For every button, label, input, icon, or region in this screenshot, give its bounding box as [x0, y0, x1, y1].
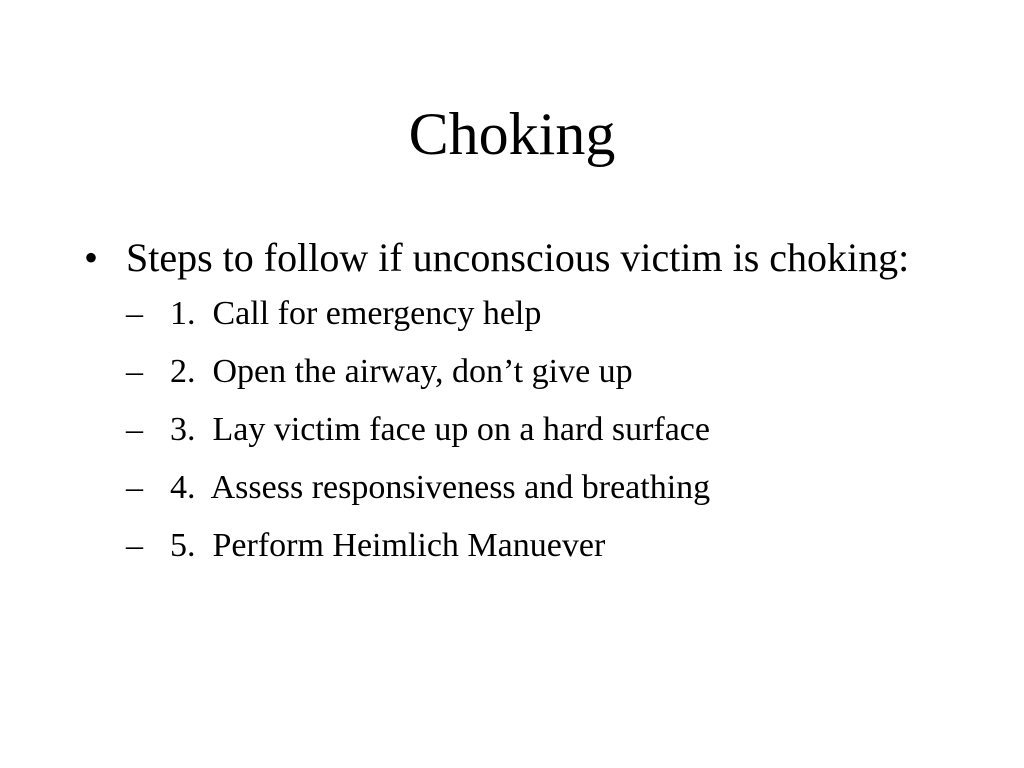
- sub-item-text: 2. Open the airway, don’t give up: [170, 353, 633, 390]
- sub-item-text: 3. Lay victim face up on a hard surface: [170, 411, 710, 448]
- dash-marker: –: [126, 353, 143, 390]
- bullet-item: [84, 232, 944, 566]
- sub-item-step-2: [126, 352, 944, 392]
- sub-item-text: 5. Perform Heimlich Manuever: [170, 527, 606, 564]
- dash-marker: –: [126, 469, 143, 506]
- bullet-text: Steps to follow if unconscious victim is choking:: [126, 235, 910, 280]
- sub-item-step-5: [126, 526, 944, 566]
- bullet-list: [84, 232, 944, 584]
- sub-item-text: 4. Assess responsiveness and breathing: [170, 469, 711, 506]
- sub-list: [126, 294, 944, 566]
- slide-title: Choking: [408, 101, 616, 167]
- dash-marker: –: [126, 295, 143, 332]
- sub-item-text: 1. Call for emergency help: [170, 295, 542, 332]
- dash-marker: –: [126, 411, 143, 448]
- sub-item-step-3: [126, 410, 944, 450]
- sub-item-step-4: [126, 468, 944, 508]
- sub-item-step-1: [126, 294, 944, 334]
- dash-marker: –: [126, 527, 143, 564]
- bullet-marker: •: [84, 235, 99, 280]
